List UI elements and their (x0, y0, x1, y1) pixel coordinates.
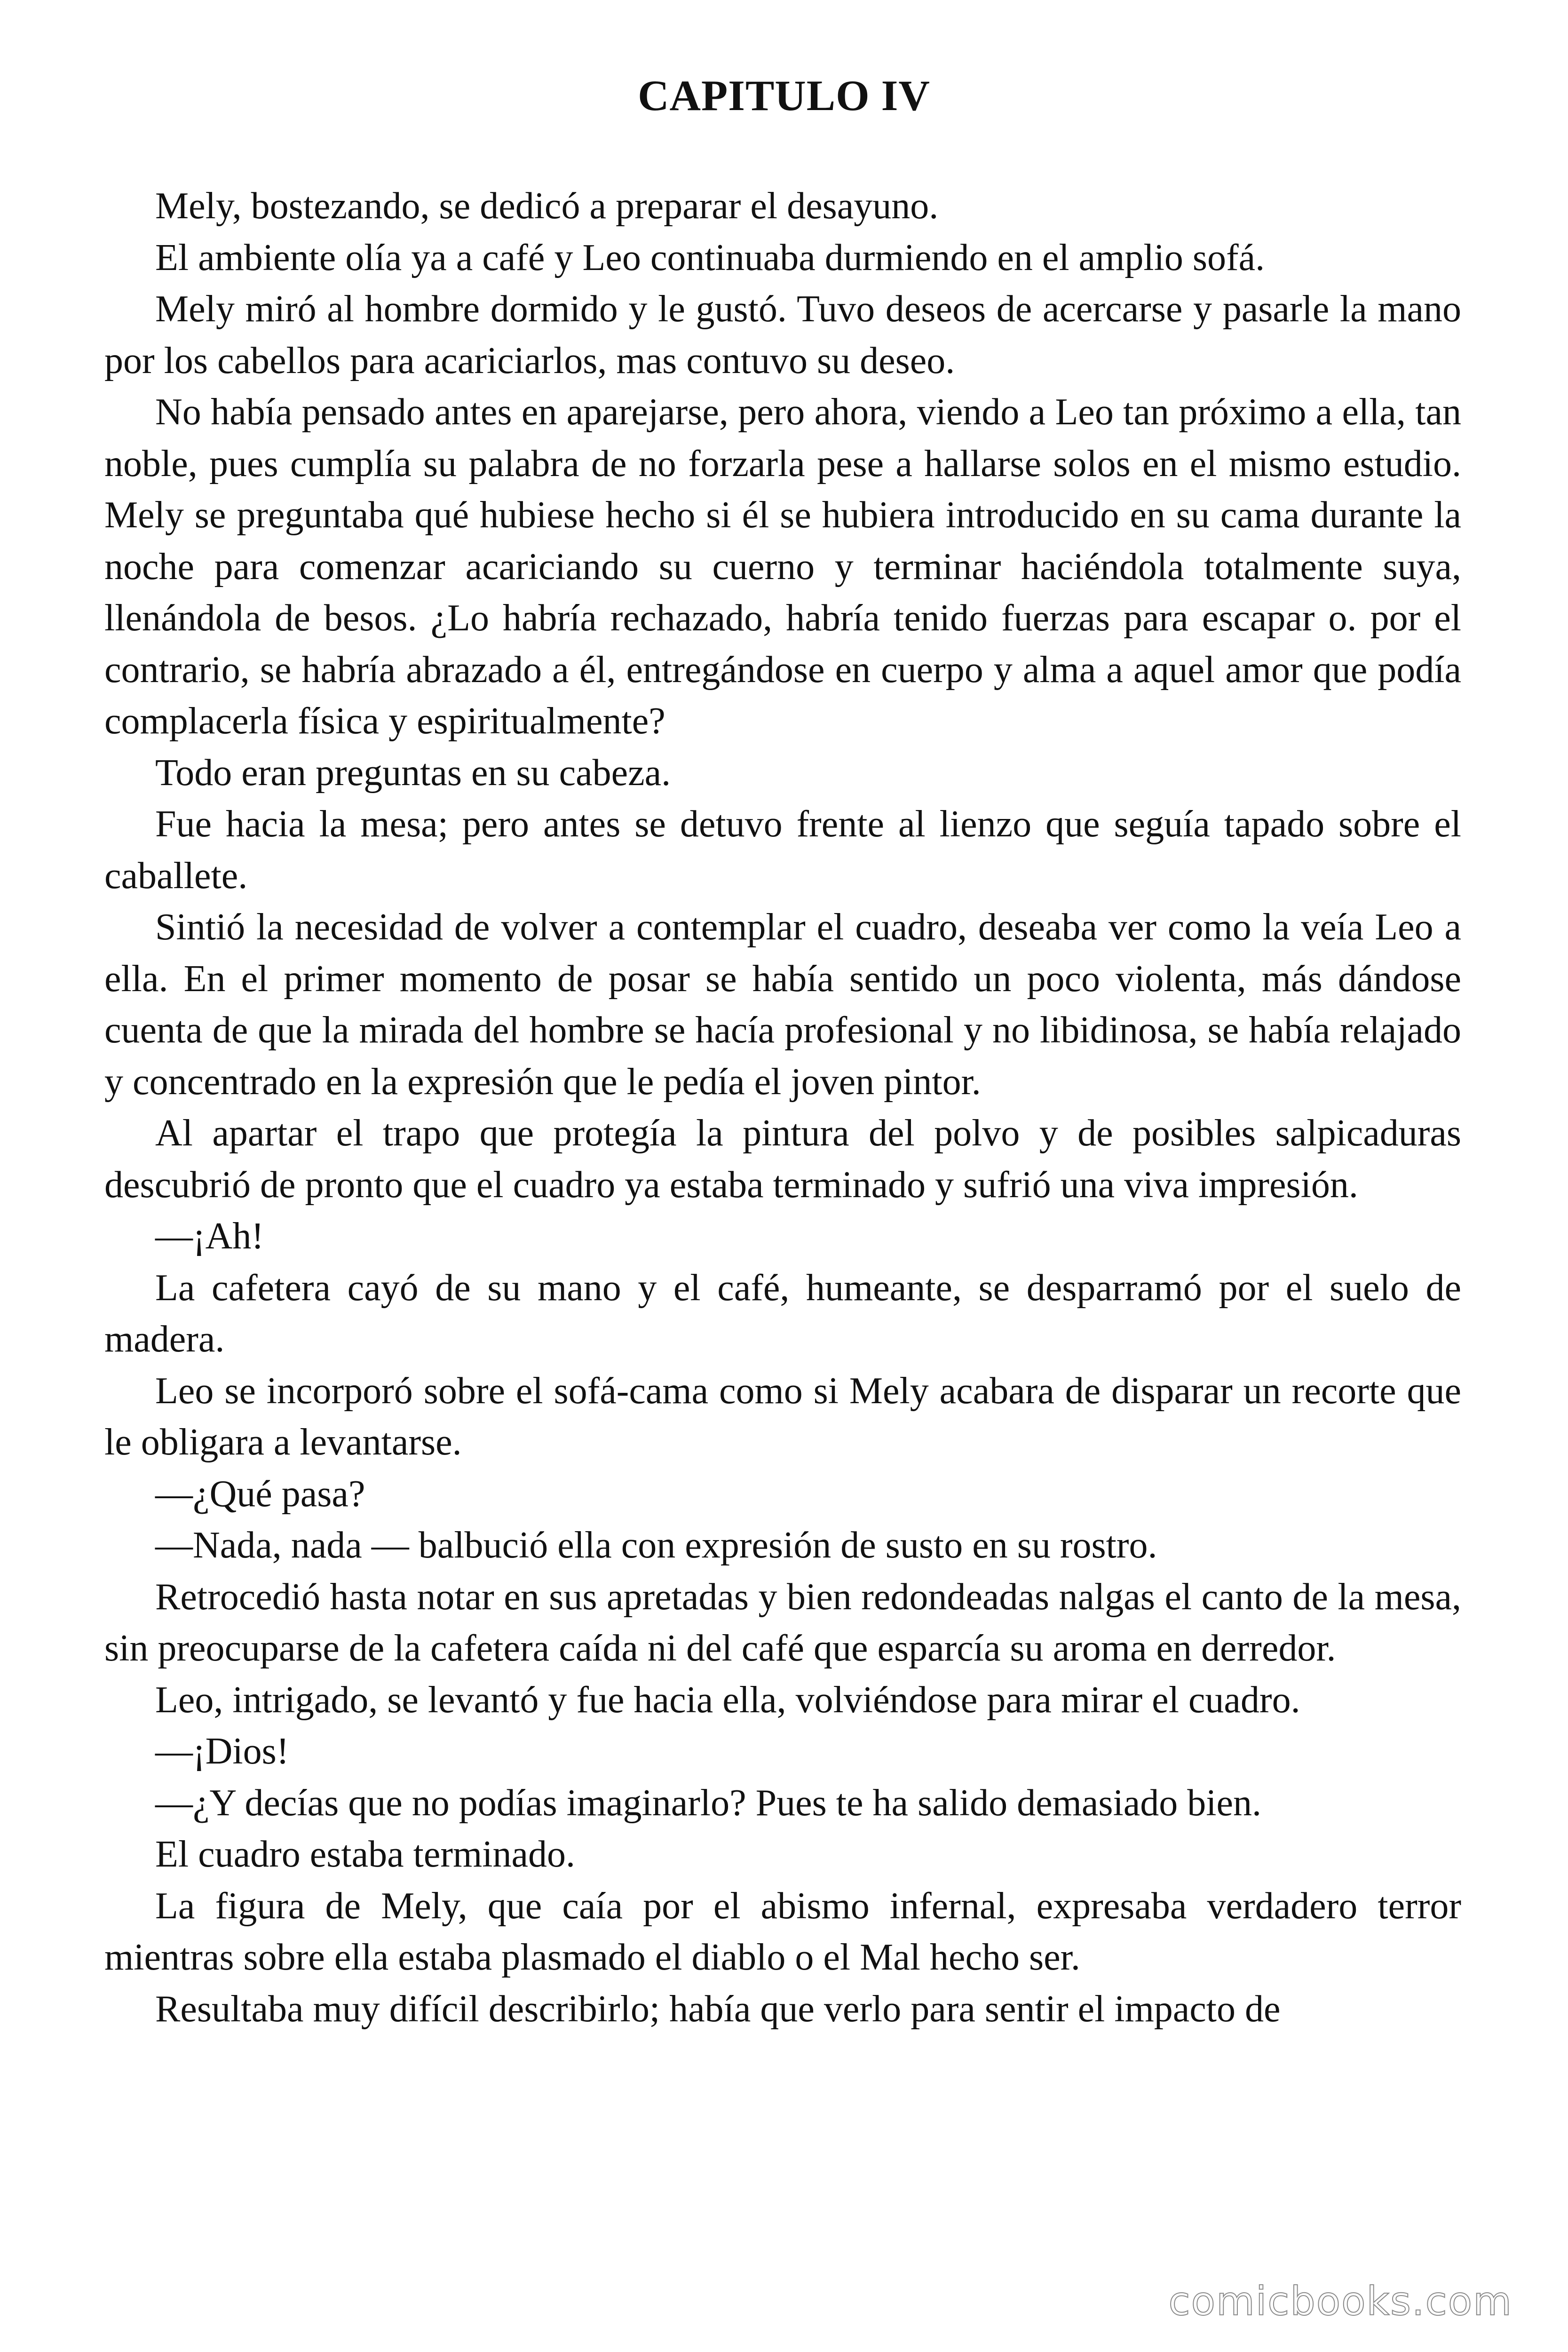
paragraph: —Nada, nada — balbució ella con expresión de susto en su rostro. (155, 1525, 1157, 1566)
paragraph: Leo, intrigado, se levantó y fue hacia ella, volviéndose para mirar el cuadro. (155, 1679, 1300, 1721)
body-text (104, 181, 1461, 2035)
paragraph: La figura de Mely, que caía por el abismo infernal, expresaba verdadero terror mientras sobre ella estaba plasmado el diablo o el Mal hecho ser. (104, 1885, 1461, 1978)
paragraph: Todo eran preguntas en su cabeza. (155, 752, 671, 794)
chapter-title: CAPITULO IV (638, 72, 930, 119)
paragraph: Mely, bostezando, se dedicó a preparar el desayuno. (155, 185, 939, 227)
paragraph: Fue hacia la mesa; pero antes se detuvo frente al lienzo que seguía tapado sobre el caballete. (104, 803, 1461, 897)
paragraph: El cuadro estaba terminado. (155, 1834, 575, 1875)
watermark-logo: comicbooks.com (1164, 2278, 1516, 2325)
paragraph: Mely miró al hombre dormido y le gustó. Tuvo deseos de acercarse y pasarle la mano por los cabellos para acariciarlos, mas contuvo su deseo. (104, 288, 1461, 381)
paragraph: Sintió la necesidad de volver a contemplar el cuadro, deseaba ver como la veía Leo a ella. En el primer momento de posar se había sentido un poco violenta, más dándose cuenta de que la mirada del hombre se hacía profesional y no libidinosa, se había relajado y concentrado en la expresión que le pedía el joven pintor. (104, 906, 1461, 1103)
paragraph: —¡Dios! (155, 1731, 289, 1772)
paragraph: El ambiente olía ya a café y Leo continuaba durmiendo en el amplio sofá. (155, 237, 1265, 278)
paragraph: Resultaba muy difícil describirlo; había que verlo para sentir el impacto de (155, 1988, 1281, 2030)
paragraph: —¡Ah! (155, 1216, 264, 1257)
paragraph: No había pensado antes en aparejarse, pero ahora, viendo a Leo tan próximo a ella, tan noble, pues cumplía su palabra de no forzarla pese a hallarse solos en el mismo estudio. Mely se preguntaba qué hubiese hecho si él se hubiera introducido en su cama durante la noche para comenzar acariciando su cuerno y terminar haciéndola totalmente suya, llenándola de besos. ¿Lo habría rechazado, habría tenido fuerzas para escapar o. por el contrario, se habría abrazado a él, entregándose en cuerpo y alma a aquel amor que podía complacerla física y espiritualmente? (104, 391, 1461, 742)
paragraph: Al apartar el trapo que protegía la pintura del polvo y de posibles salpicaduras descubrió de pronto que el cuadro ya estaba terminado y sufrió una viva impresión. (104, 1112, 1461, 1206)
paragraph: Leo se incorporó sobre el sofá-cama como si Mely acabara de disparar un recorte que le obligara a levantarse. (104, 1370, 1461, 1463)
paragraph: —¿Y decías que no podías imaginarlo? Pues te ha salido demasiado bien. (155, 1782, 1261, 1824)
paragraph: Retrocedió hasta notar en sus apretadas y bien redondeadas nalgas el canto de la mesa, sin preocuparse de la cafetera caída ni del café que esparcía su aroma en derredor. (104, 1576, 1461, 1669)
paragraph: —¿Qué pasa? (155, 1473, 365, 1515)
paragraph: La cafetera cayó de su mano y el café, humeante, se desparramó por el suelo de madera. (104, 1267, 1461, 1360)
